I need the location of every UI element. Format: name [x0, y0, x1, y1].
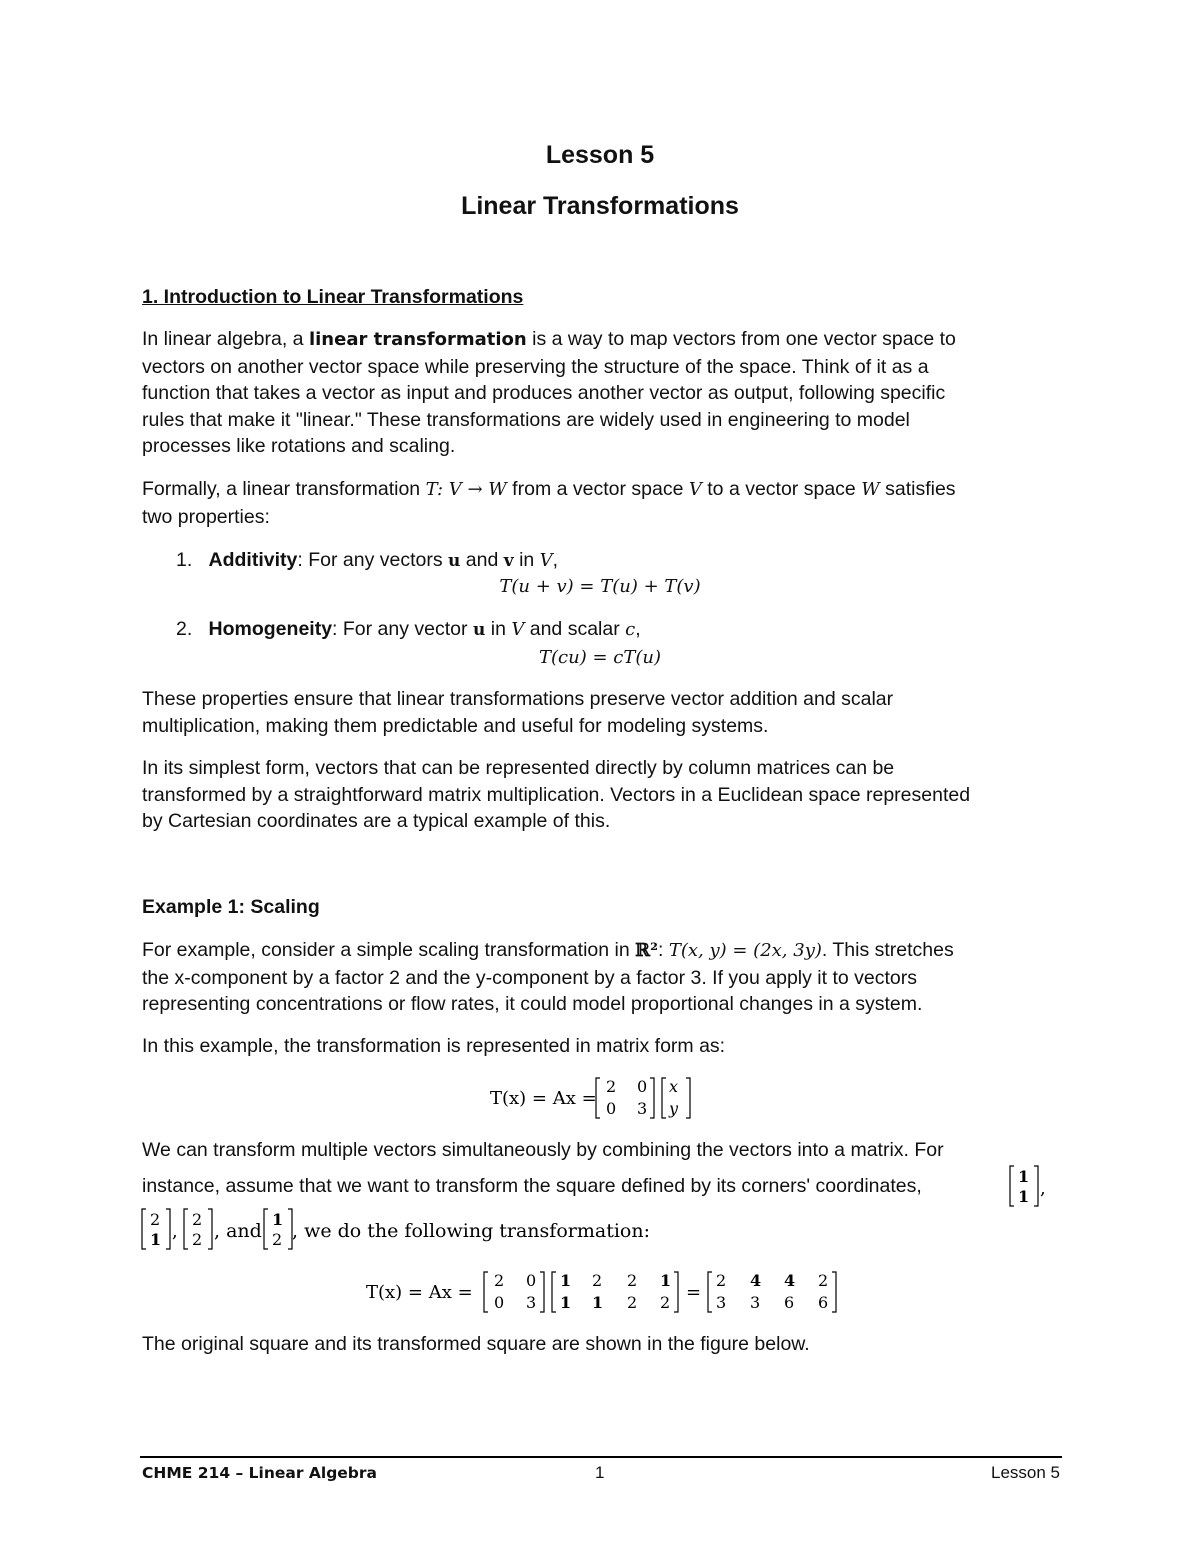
property-name: Homogeneity	[208, 618, 333, 640]
text: These properties ensure that linear transformations preserve vector addition and scalar	[142, 688, 894, 710]
matrix-equation-2	[360, 1266, 860, 1316]
corner-vector-3	[184, 1209, 212, 1249]
vector-cell: y	[669, 1099, 679, 1118]
matrix-result	[708, 1271, 836, 1312]
text: ,	[635, 618, 641, 640]
vector-cell: x	[669, 1077, 679, 1096]
text: . This stretches	[821, 939, 954, 961]
matrix-a	[596, 1077, 654, 1118]
text: : For any vector	[332, 618, 473, 640]
matrix-cell: 1	[560, 1293, 572, 1312]
matrix-cell: 2	[627, 1271, 638, 1290]
homogeneity-equation: T(cu) = cT(u)	[539, 647, 661, 668]
math-V: V	[511, 619, 525, 640]
matrix-cell: 2	[660, 1293, 671, 1312]
corner-vectors-line	[140, 1207, 660, 1253]
example-paragraph	[142, 937, 1062, 1018]
text: satisfies	[879, 478, 956, 500]
footer-page-number: 1	[595, 1463, 605, 1482]
page-title: Linear Transformations	[461, 192, 739, 220]
vector-cell: 1	[1018, 1187, 1030, 1206]
vector-cell: 1	[1018, 1167, 1030, 1186]
multiple-vectors-line2: instance, assume that we want to transform the square defined by its corners' coordinates,	[142, 1175, 922, 1197]
vector-cell: 1	[272, 1210, 284, 1229]
footer-divider	[140, 1456, 1062, 1458]
math-w: W	[861, 479, 880, 500]
properties-paragraph	[142, 686, 1062, 739]
equals-sign: =	[686, 1282, 702, 1303]
text: Formally, a linear transformation	[142, 478, 426, 500]
text: function that takes a vector as input and produces another vector as output, following specific	[142, 382, 946, 404]
text: :	[657, 939, 669, 961]
text: : For any vectors	[297, 549, 449, 571]
text: in	[513, 549, 540, 571]
math-map: T: V → W	[425, 479, 507, 500]
math-v: V	[688, 479, 702, 500]
text: processes like rotations and scaling.	[142, 435, 456, 457]
property-name: Additivity	[208, 549, 298, 571]
formal-definition	[142, 476, 1062, 530]
footer-lesson: Lesson 5	[991, 1463, 1060, 1482]
math-r2: ℝ²	[635, 940, 658, 961]
math-V: V	[539, 550, 553, 571]
matrix-cell: 3	[716, 1293, 727, 1312]
corner-vector-4	[264, 1209, 292, 1249]
matrix-cell: 2	[494, 1271, 505, 1290]
text: transformed by a straightforward matrix multiplication. Vectors in a Euclidean space represented	[142, 783, 971, 806]
text: two properties:	[142, 505, 270, 528]
text: In its simplest form, vectors that can be represented directly by column matrices can be	[142, 757, 895, 779]
text: ,	[552, 549, 559, 571]
matrix-cell: 0	[494, 1293, 505, 1312]
matrix-cell: 4	[750, 1271, 762, 1290]
math-scaling: T(x, y) = (2x, 3y)	[668, 940, 822, 961]
vector-cell: 2	[192, 1230, 203, 1249]
figure-intro: The original square and its transformed square are shown in the figure below.	[142, 1333, 810, 1355]
lesson-number: Lesson 5	[545, 141, 655, 169]
vector-cell: 1	[150, 1230, 162, 1249]
math-u: u	[472, 620, 486, 640]
matrix-cell: 4	[784, 1271, 796, 1290]
text: rules that make it "linear." These transformations are widely used in engineering to model	[142, 408, 910, 431]
vector-xy	[662, 1077, 690, 1118]
property-1	[176, 547, 558, 574]
vector-cell: 2	[272, 1230, 283, 1249]
matrix-cell: 2	[627, 1293, 638, 1312]
equation-lhs: T(x) = Ax =	[366, 1282, 473, 1303]
matrix-a	[484, 1271, 544, 1312]
corner-vector-2	[142, 1209, 170, 1249]
and-text: , and	[214, 1220, 262, 1242]
math-c: c	[625, 619, 636, 640]
matrix-cell: 1	[560, 1271, 572, 1290]
list-number: 2.	[176, 618, 193, 640]
text: For example, consider a simple scaling transformation in	[142, 939, 636, 961]
multiple-vectors-line1: We can transform multiple vectors simultaneously by combining the vectors into a matrix. For	[142, 1139, 944, 1161]
matrix-cell: 0	[637, 1077, 648, 1096]
section-heading-intro: 1. Introduction to Linear Transformations	[142, 286, 524, 308]
text: and scalar	[524, 618, 626, 640]
math-u: u	[448, 551, 461, 571]
corner-vector-1	[1008, 1164, 1048, 1208]
footer-course: CHME 214 – Linear Algebra	[142, 1464, 378, 1482]
matrix-cell: 2	[716, 1271, 727, 1290]
math-v: v	[503, 551, 514, 571]
matrix-cell: 2	[606, 1077, 617, 1096]
text: by Cartesian coordinates are a typical example of this.	[142, 810, 611, 832]
text: the x-component by a factor 2 and the y-component by a factor 3. If you apply it to vectors	[142, 966, 918, 989]
matrix-cell: 0	[526, 1271, 537, 1290]
matrix-cell: 6	[784, 1293, 795, 1312]
text: representing concentrations or flow rates, it could model proportional changes in a system.	[142, 993, 923, 1015]
matrix-cell: 3	[526, 1293, 537, 1312]
text: and	[460, 549, 504, 571]
simplest-form-paragraph	[142, 755, 1062, 835]
comma: ,	[1040, 1178, 1046, 1199]
matrix-equation-1	[480, 1072, 720, 1122]
matrix-cell: 3	[637, 1099, 648, 1118]
additivity-equation: T(u + v) = T(u) + T(v)	[499, 576, 701, 597]
example-heading: Example 1: Scaling	[142, 896, 320, 918]
comma: ,	[172, 1221, 178, 1242]
matrix-form-intro: In this example, the transformation is represented in matrix form as:	[142, 1035, 726, 1057]
matrix-cell: 0	[606, 1099, 617, 1118]
text: multiplication, making them predictable and useful for modeling systems.	[142, 714, 769, 737]
text: In linear algebra, a	[142, 328, 309, 350]
vector-cell: 2	[192, 1210, 203, 1229]
intro-paragraph	[142, 326, 1062, 460]
vector-cell: 2	[150, 1210, 161, 1229]
text: from a vector space	[506, 478, 689, 500]
matrix-cell: 3	[750, 1293, 761, 1312]
text: vectors on another vector space while preserving the structure of the space. Think of it as a	[142, 355, 929, 378]
matrix-cell: 2	[592, 1271, 603, 1290]
matrix-cell: 1	[592, 1293, 604, 1312]
transformation-intro-text: , we do the following transformation:	[292, 1220, 650, 1242]
text: to a vector space	[701, 478, 862, 500]
property-2	[176, 616, 641, 643]
text: in	[485, 618, 512, 640]
matrix-cell: 6	[818, 1293, 829, 1312]
matrix-cell: 2	[818, 1271, 829, 1290]
list-number: 1.	[176, 549, 193, 571]
text: is a way to map vectors from one vector space to	[526, 328, 956, 350]
term-linear-transformation: linear transformation	[308, 329, 527, 350]
matrix-cell: 1	[660, 1271, 672, 1290]
matrix-corners	[552, 1271, 678, 1312]
equation-lhs: T(x) = Ax =	[490, 1088, 597, 1109]
